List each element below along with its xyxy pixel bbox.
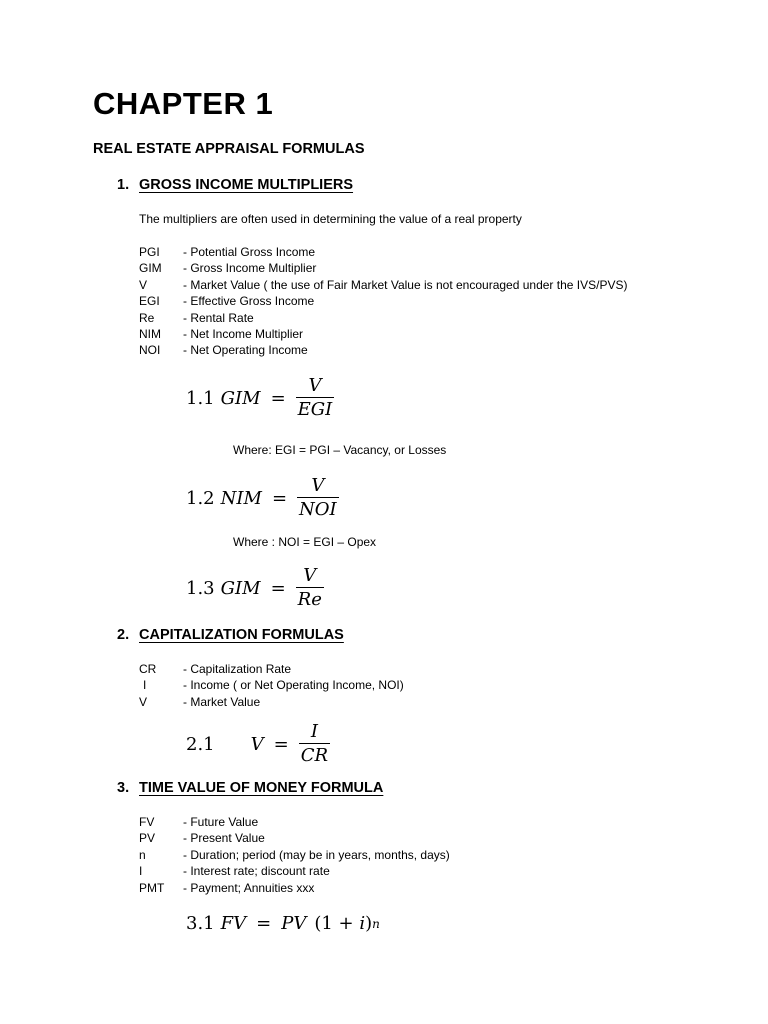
- glossary-def: - Market Value: [183, 694, 261, 709]
- equals-sign: =: [271, 488, 288, 509]
- formula-number: 1.2: [186, 488, 215, 509]
- glossary-def: - Present Value: [183, 831, 265, 846]
- glossary-row: [139, 880, 450, 896]
- formula-rhs-rate: i: [359, 913, 366, 934]
- fraction: [296, 375, 335, 422]
- glossary-abbr: PMT: [139, 880, 165, 895]
- glossary-row: [139, 342, 627, 358]
- section-1-glossary: [139, 244, 627, 359]
- glossary-def: - Duration; period (may be in years, months, days): [183, 847, 450, 862]
- section-1-heading: [117, 177, 353, 193]
- section-2-title: CAPITALIZATION FORMULAS: [139, 627, 344, 643]
- formula-rhs-paren-open: (1 +: [314, 913, 360, 934]
- glossary-def: - Payment; Annuities xxx: [183, 880, 315, 895]
- glossary-row: [139, 244, 627, 260]
- formula-lhs: GIM: [220, 578, 261, 599]
- section-3-heading: [117, 780, 383, 796]
- glossary-abbr: GIM: [139, 261, 162, 276]
- glossary-def: - Net Operating Income: [183, 343, 308, 358]
- section-2-heading: [117, 627, 344, 643]
- glossary-abbr: Re: [139, 310, 155, 325]
- glossary-abbr: NIM: [139, 327, 161, 342]
- glossary-def: - Rental Rate: [183, 310, 254, 325]
- section-2-number: 2.: [117, 627, 130, 643]
- fraction: [299, 721, 330, 768]
- glossary-def: - Gross Income Multiplier: [183, 261, 317, 276]
- glossary-def: - Capitalization Rate: [183, 662, 292, 676]
- formula-lhs: V: [250, 734, 264, 755]
- denominator: EGI: [297, 399, 333, 420]
- glossary-def: - Income ( or Net Operating Income, NOI): [183, 678, 404, 693]
- glossary-def: - Interest rate; discount rate: [183, 864, 330, 879]
- glossary-abbr: V: [139, 694, 148, 709]
- section-3-glossary: [139, 814, 450, 896]
- section-2-glossary: [139, 661, 404, 710]
- section-3-title: TIME VALUE OF MONEY FORMULA: [139, 780, 384, 796]
- formula-2-1: [186, 721, 330, 768]
- glossary-row: [139, 863, 450, 879]
- glossary-row: [139, 830, 450, 846]
- glossary-row: [139, 310, 627, 326]
- glossary-abbr: I: [139, 864, 143, 879]
- chapter-title: CHAPTER 1: [93, 86, 274, 121]
- glossary-abbr: FV: [139, 815, 155, 829]
- formula-number: 3.1: [186, 913, 215, 934]
- equals-sign: =: [256, 913, 272, 934]
- formula-lhs: GIM: [220, 388, 261, 409]
- glossary-abbr: PV: [139, 831, 156, 846]
- equals-sign: =: [270, 388, 286, 409]
- formula-number: 1.1: [186, 388, 215, 409]
- glossary-abbr: n: [139, 847, 146, 862]
- section-1-number: 1.: [117, 177, 130, 193]
- glossary-def: - Potential Gross Income: [183, 245, 316, 259]
- denominator: Re: [297, 589, 322, 610]
- formula-lhs: NIM: [220, 488, 262, 509]
- numerator: V: [308, 375, 322, 396]
- glossary-abbr: EGI: [139, 294, 160, 309]
- formula-1-1: [186, 375, 334, 422]
- glossary-row: [139, 694, 404, 710]
- section-3-number: 3.: [117, 780, 130, 796]
- glossary-abbr: V: [139, 277, 148, 292]
- formula-exponent: n: [372, 916, 380, 931]
- glossary-row: [139, 277, 627, 293]
- numerator: V: [311, 475, 325, 496]
- formula-1-2-where: Where : NOI = EGI – Opex: [233, 535, 377, 549]
- formula-1-2: [186, 475, 339, 522]
- formula-1-1-where: Where: EGI = PGI – Vacancy, or Losses: [233, 443, 447, 457]
- formula-number: 2.1: [186, 734, 215, 755]
- glossary-row: [139, 677, 404, 693]
- document-subtitle: REAL ESTATE APPRAISAL FORMULAS: [93, 141, 365, 157]
- glossary-abbr: I: [143, 678, 147, 693]
- formula-rhs-pv: PV: [281, 913, 307, 934]
- denominator: CR: [300, 745, 329, 766]
- glossary-row: [139, 260, 627, 276]
- glossary-row: [139, 814, 450, 830]
- formula-lhs: FV: [220, 913, 247, 934]
- glossary-def: - Future Value: [183, 815, 259, 829]
- glossary-def: - Net Income Multiplier: [183, 327, 304, 342]
- glossary-row: [139, 847, 450, 863]
- equals-sign: =: [270, 578, 286, 599]
- formula-rhs-paren-close: ): [365, 913, 373, 934]
- formula-3-1: [186, 913, 380, 934]
- glossary-row: [139, 293, 627, 309]
- formula-1-3: [186, 565, 324, 612]
- glossary-row: [139, 661, 404, 677]
- glossary-def: - Effective Gross Income: [183, 294, 315, 309]
- equals-sign: =: [273, 734, 289, 755]
- numerator: V: [303, 565, 317, 586]
- section-1-title: GROSS INCOME MULTIPLIERS: [139, 177, 354, 193]
- glossary-abbr: CR: [139, 662, 157, 676]
- glossary-abbr: NOI: [139, 343, 161, 358]
- fraction: [297, 475, 339, 522]
- fraction: [296, 565, 324, 612]
- section-1-intro: The multipliers are often used in determining the value of a real property: [139, 212, 522, 226]
- glossary-def: - Market Value ( the use of Fair Market Value is not encouraged under the IVS/PVS): [183, 277, 628, 292]
- formula-number: 1.3: [186, 578, 215, 599]
- numerator: I: [310, 721, 318, 742]
- glossary-row: [139, 326, 627, 342]
- denominator: NOI: [299, 499, 337, 520]
- glossary-abbr: PGI: [139, 245, 160, 259]
